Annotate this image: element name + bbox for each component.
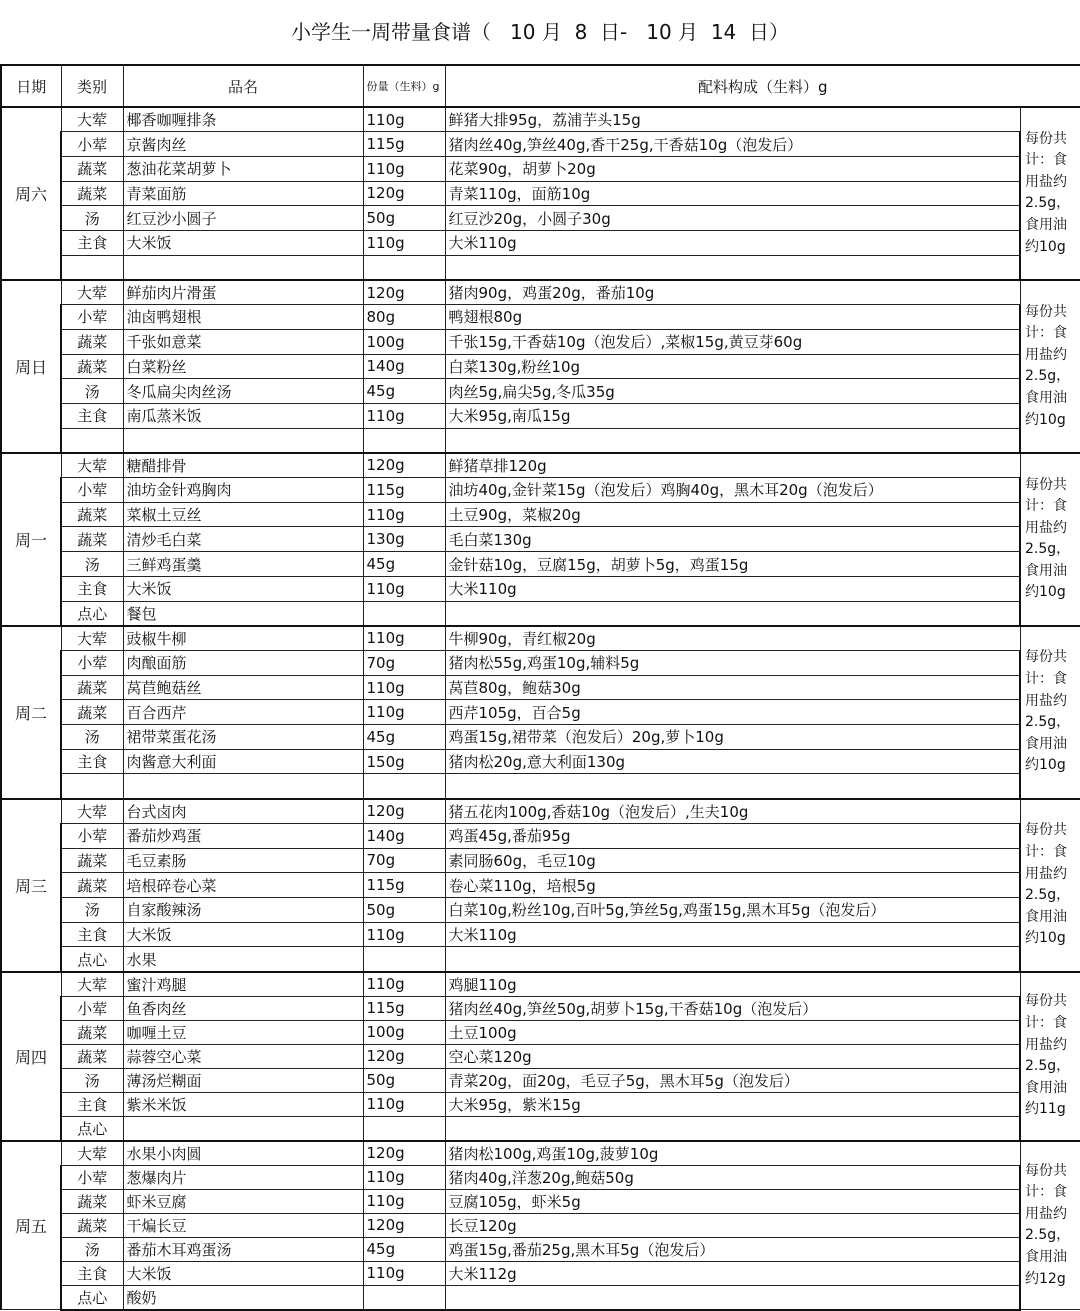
table-row	[1, 1116, 1080, 1141]
portion-cell: 110g	[363, 107, 445, 132]
table-row	[1, 972, 1080, 997]
table-row	[1, 898, 1080, 923]
category-cell: 汤	[61, 206, 123, 231]
category-cell: 蔬菜	[61, 675, 123, 700]
portion-cell: 100g	[363, 329, 445, 354]
ingredients-cell: 鲜猪大排95g，荔浦芋头15g	[445, 107, 1020, 132]
portion-cell: 70g	[363, 848, 445, 873]
category-cell: 蔬菜	[61, 873, 123, 898]
dish-cell: 椰香咖喱排条	[123, 107, 363, 132]
category-cell: 大荤	[61, 280, 123, 305]
dish-cell: 百合西芹	[123, 700, 363, 725]
dish-cell: 干煸长豆	[123, 1213, 363, 1237]
table-row	[1, 552, 1080, 577]
portion-cell: 120g	[363, 799, 445, 824]
day-label: 周六	[1, 107, 61, 280]
category-cell: 小荤	[61, 305, 123, 330]
portion-cell: 110g	[363, 1092, 445, 1116]
dish-cell: 冬瓜扁尖肉丝汤	[123, 379, 363, 404]
ingredients-cell	[445, 1116, 1020, 1141]
category-cell: 主食	[61, 749, 123, 774]
nutrition-note: 每份共计：食用盐约2.5g，食用油约12g	[1020, 1141, 1080, 1310]
category-cell: 大荤	[61, 972, 123, 997]
ingredients-cell: 猪肉丝40g,笋丝50g,胡萝卜15g,干香菇10g（泡发后）	[445, 996, 1020, 1020]
table-row	[1, 700, 1080, 725]
ingredients-cell: 猪肉松20g,意大利面130g	[445, 749, 1020, 774]
table-row	[1, 502, 1080, 527]
portion-cell: 110g	[363, 1165, 445, 1189]
category-cell: 小荤	[61, 823, 123, 848]
category-cell: 蔬菜	[61, 1213, 123, 1237]
dish-cell: 肉酱意大利面	[123, 749, 363, 774]
dish-cell: 薄汤烂糊面	[123, 1068, 363, 1092]
category-cell: 汤	[61, 1237, 123, 1261]
dish-cell: 青菜面筋	[123, 181, 363, 206]
dish-cell: 鲜茄肉片滑蛋	[123, 280, 363, 305]
category-cell	[61, 255, 123, 280]
ingredients-cell: 卷心菜110g，培根5g	[445, 873, 1020, 898]
table-row	[1, 453, 1080, 478]
dish-cell: 自家酸辣汤	[123, 898, 363, 923]
ingredients-cell: 鸡蛋15g,裙带菜（泡发后）20g,萝卜10g	[445, 725, 1020, 750]
portion-cell: 140g	[363, 823, 445, 848]
portion-cell: 115g	[363, 132, 445, 157]
category-cell: 蔬菜	[61, 1020, 123, 1044]
dish-cell: 千张如意菜	[123, 329, 363, 354]
portion-cell: 115g	[363, 873, 445, 898]
nutrition-note: 每份共计：食用盐约2.5g，食用油约10g	[1020, 453, 1080, 626]
ingredients-cell: 油坊40g,金针菜15g（泡发后）鸡胸40g，黑木耳20g（泡发后）	[445, 478, 1020, 503]
menu-body	[1, 107, 1080, 1310]
portion-cell: 120g	[363, 280, 445, 305]
ingredients-cell: 西芹105g，百合5g	[445, 700, 1020, 725]
dish-cell: 葱爆肉片	[123, 1165, 363, 1189]
ingredients-cell: 长豆120g	[445, 1213, 1020, 1237]
portion-cell: 110g	[363, 502, 445, 527]
category-cell: 点心	[61, 1116, 123, 1141]
dish-cell: 培根碎卷心菜	[123, 873, 363, 898]
ingredients-cell: 白菜130g,粉丝10g	[445, 354, 1020, 379]
portion-cell: 45g	[363, 1237, 445, 1261]
portion-cell	[363, 947, 445, 972]
ingredients-cell: 金针菇10g，豆腐15g，胡萝卜5g，鸡蛋15g	[445, 552, 1020, 577]
ingredients-cell: 大米112g	[445, 1261, 1020, 1285]
ingredients-cell: 莴苣80g，鲍菇30g	[445, 675, 1020, 700]
table-row	[1, 626, 1080, 651]
dish-cell: 紫米米饭	[123, 1092, 363, 1116]
table-row	[1, 379, 1080, 404]
table-row	[1, 527, 1080, 552]
dish-cell: 毛豆素肠	[123, 848, 363, 873]
dish-cell: 油卤鸭翅根	[123, 305, 363, 330]
portion-cell: 70g	[363, 650, 445, 675]
portion-cell: 100g	[363, 1020, 445, 1044]
table-row	[1, 725, 1080, 750]
nutrition-note: 每份共计：食用盐约2.5g，食用油约10g	[1020, 280, 1080, 453]
category-cell: 点心	[61, 947, 123, 972]
table-row	[1, 848, 1080, 873]
dish-cell: 虾米豆腐	[123, 1189, 363, 1213]
table-row	[1, 354, 1080, 379]
portion-cell: 110g	[363, 576, 445, 601]
category-cell: 蔬菜	[61, 354, 123, 379]
portion-cell: 110g	[363, 675, 445, 700]
dish-cell: 台式卤肉	[123, 799, 363, 824]
portion-cell: 120g	[363, 1044, 445, 1068]
portion-cell: 110g	[363, 922, 445, 947]
ingredients-cell: 鲜猪草排120g	[445, 453, 1020, 478]
portion-cell: 120g	[363, 453, 445, 478]
portion-cell	[363, 255, 445, 280]
table-row	[1, 1237, 1080, 1261]
table-row	[1, 1068, 1080, 1092]
ingredients-cell	[445, 774, 1020, 799]
ingredients-cell: 土豆90g，菜椒20g	[445, 502, 1020, 527]
category-cell: 蔬菜	[61, 527, 123, 552]
ingredients-cell: 鸡蛋15g,番茄25g,黑木耳5g（泡发后）	[445, 1237, 1020, 1261]
table-row	[1, 823, 1080, 848]
portion-cell: 110g	[363, 972, 445, 997]
header-category: 类别	[61, 65, 123, 107]
nutrition-note: 每份共计：食用盐约2.5g，食用油约11g	[1020, 972, 1080, 1141]
ingredients-cell: 鸡蛋45g,番茄95g	[445, 823, 1020, 848]
portion-cell: 110g	[363, 626, 445, 651]
table-row	[1, 947, 1080, 972]
table-row	[1, 1165, 1080, 1189]
table-row	[1, 873, 1080, 898]
portion-cell: 150g	[363, 749, 445, 774]
dish-cell	[123, 1116, 363, 1141]
day-label: 周日	[1, 280, 61, 453]
category-cell: 主食	[61, 922, 123, 947]
dish-cell: 大米饭	[123, 576, 363, 601]
table-row	[1, 181, 1080, 206]
dish-cell: 鱼香肉丝	[123, 996, 363, 1020]
ingredients-cell: 大米95g,南瓜15g	[445, 403, 1020, 428]
ingredients-cell: 豆腐105g，虾米5g	[445, 1189, 1020, 1213]
ingredients-cell: 青菜20g，面20g，毛豆子5g，黑木耳5g（泡发后）	[445, 1068, 1020, 1092]
ingredients-cell: 牛柳90g，青红椒20g	[445, 626, 1020, 651]
portion-cell	[363, 428, 445, 453]
dish-cell: 清炒毛白菜	[123, 527, 363, 552]
category-cell: 大荤	[61, 453, 123, 478]
ingredients-cell: 千张15g,干香菇10g（泡发后）,菜椒15g,黄豆芽60g	[445, 329, 1020, 354]
category-cell: 小荤	[61, 1165, 123, 1189]
dish-cell: 肉酿面筋	[123, 650, 363, 675]
dish-cell: 葱油花菜胡萝卜	[123, 156, 363, 181]
portion-cell: 50g	[363, 898, 445, 923]
category-cell: 汤	[61, 552, 123, 577]
category-cell: 蔬菜	[61, 181, 123, 206]
day-label: 周四	[1, 972, 61, 1141]
nutrition-note: 每份共计：食用盐约2.5g，食用油约10g	[1020, 626, 1080, 799]
category-cell: 主食	[61, 1261, 123, 1285]
day-label: 周五	[1, 1141, 61, 1310]
dish-cell: 油坊金针鸡胸肉	[123, 478, 363, 503]
header-date: 日期	[1, 65, 61, 107]
page-title: 小学生一周带量食谱（ 10 月 8 日- 10 月 14 日）	[290, 20, 789, 44]
dish-cell	[123, 774, 363, 799]
table-row	[1, 576, 1080, 601]
ingredients-cell: 猪肉90g，鸡蛋20g，番茄10g	[445, 280, 1020, 305]
portion-cell: 110g	[363, 231, 445, 256]
dish-cell: 咖喱土豆	[123, 1020, 363, 1044]
table-row	[1, 1141, 1080, 1166]
header-portion: 份量（生料）g	[363, 65, 445, 107]
table-row	[1, 1092, 1080, 1116]
category-cell: 蔬菜	[61, 156, 123, 181]
dish-cell: 蜜汁鸡腿	[123, 972, 363, 997]
ingredients-cell	[445, 255, 1020, 280]
category-cell: 蔬菜	[61, 1044, 123, 1068]
category-cell: 小荤	[61, 478, 123, 503]
category-cell: 汤	[61, 379, 123, 404]
dish-cell: 糖醋排骨	[123, 453, 363, 478]
portion-cell	[363, 601, 445, 626]
portion-cell: 120g	[363, 1141, 445, 1166]
portion-cell: 110g	[363, 156, 445, 181]
category-cell: 蔬菜	[61, 700, 123, 725]
category-cell	[61, 428, 123, 453]
ingredients-cell: 猪肉松100g,鸡蛋10g,菠萝10g	[445, 1141, 1020, 1166]
dish-cell: 莴苣鲍菇丝	[123, 675, 363, 700]
ingredients-cell: 红豆沙20g，小圆子30g	[445, 206, 1020, 231]
dish-cell: 三鲜鸡蛋羹	[123, 552, 363, 577]
portion-cell: 110g	[363, 1261, 445, 1285]
category-cell: 主食	[61, 1092, 123, 1116]
ingredients-cell: 猪五花肉100g,香菇10g（泡发后）,生夫10g	[445, 799, 1020, 824]
portion-cell: 80g	[363, 305, 445, 330]
dish-cell: 水果	[123, 947, 363, 972]
table-row	[1, 1213, 1080, 1237]
table-row	[1, 996, 1080, 1020]
menu-table	[0, 64, 1080, 1311]
category-cell: 蔬菜	[61, 848, 123, 873]
day-label: 周二	[1, 626, 61, 799]
category-cell: 主食	[61, 231, 123, 256]
portion-cell: 110g	[363, 1189, 445, 1213]
table-row	[1, 799, 1080, 824]
category-cell: 大荤	[61, 799, 123, 824]
category-cell: 点心	[61, 601, 123, 626]
table-row	[1, 1261, 1080, 1285]
table-row	[1, 675, 1080, 700]
table-row	[1, 601, 1080, 626]
portion-cell	[363, 1285, 445, 1310]
dish-cell: 大米饭	[123, 922, 363, 947]
dish-cell: 白菜粉丝	[123, 354, 363, 379]
category-cell: 主食	[61, 403, 123, 428]
ingredients-cell: 鸡腿110g	[445, 972, 1020, 997]
ingredients-cell: 猪肉40g,洋葱20g,鲍菇50g	[445, 1165, 1020, 1189]
table-row	[1, 132, 1080, 157]
dish-cell: 京酱肉丝	[123, 132, 363, 157]
table-row	[1, 329, 1080, 354]
ingredients-cell: 猪肉丝40g,笋丝40g,香干25g,干香菇10g（泡发后）	[445, 132, 1020, 157]
table-row	[1, 774, 1080, 799]
ingredients-cell: 鸭翅根80g	[445, 305, 1020, 330]
portion-cell: 45g	[363, 552, 445, 577]
category-cell: 蔬菜	[61, 502, 123, 527]
header-ingredients: 配料构成（生料）g	[445, 65, 1080, 107]
category-cell: 大荤	[61, 626, 123, 651]
dish-cell: 红豆沙小圆子	[123, 206, 363, 231]
ingredients-cell	[445, 1285, 1020, 1310]
category-cell: 大荤	[61, 1141, 123, 1166]
ingredients-cell	[445, 428, 1020, 453]
dish-cell: 裙带菜蛋花汤	[123, 725, 363, 750]
table-row	[1, 749, 1080, 774]
category-cell: 小荤	[61, 132, 123, 157]
portion-cell: 115g	[363, 478, 445, 503]
portion-cell: 45g	[363, 725, 445, 750]
category-cell: 点心	[61, 1285, 123, 1310]
category-cell: 汤	[61, 1068, 123, 1092]
portion-cell: 50g	[363, 206, 445, 231]
table-row	[1, 107, 1080, 132]
portion-cell: 120g	[363, 181, 445, 206]
ingredients-cell: 土豆100g	[445, 1020, 1020, 1044]
table-row	[1, 231, 1080, 256]
dish-cell: 南瓜蒸米饭	[123, 403, 363, 428]
dish-cell: 水果小肉圆	[123, 1141, 363, 1166]
dish-cell: 蒜蓉空心菜	[123, 1044, 363, 1068]
table-row	[1, 478, 1080, 503]
ingredients-cell: 大米110g	[445, 576, 1020, 601]
category-cell: 大荤	[61, 107, 123, 132]
table-row	[1, 206, 1080, 231]
day-label: 周三	[1, 799, 61, 972]
ingredients-cell: 大米110g	[445, 231, 1020, 256]
nutrition-note: 每份共计：食用盐约2.5g，食用油约10g	[1020, 799, 1080, 972]
ingredients-cell: 素同肠60g，毛豆10g	[445, 848, 1020, 873]
table-row	[1, 650, 1080, 675]
dish-cell: 大米饭	[123, 1261, 363, 1285]
category-cell: 蔬菜	[61, 329, 123, 354]
dish-cell: 豉椒牛柳	[123, 626, 363, 651]
table-row	[1, 922, 1080, 947]
category-cell: 小荤	[61, 996, 123, 1020]
portion-cell: 120g	[363, 1213, 445, 1237]
category-cell: 蔬菜	[61, 1189, 123, 1213]
dish-cell	[123, 255, 363, 280]
portion-cell: 110g	[363, 403, 445, 428]
dish-cell: 番茄木耳鸡蛋汤	[123, 1237, 363, 1261]
ingredients-cell: 大米110g	[445, 922, 1020, 947]
table-row	[1, 1189, 1080, 1213]
ingredients-cell: 花菜90g，胡萝卜20g	[445, 156, 1020, 181]
portion-cell: 50g	[363, 1068, 445, 1092]
table-row	[1, 1020, 1080, 1044]
ingredients-cell: 青菜110g，面筋10g	[445, 181, 1020, 206]
table-row	[1, 280, 1080, 305]
table-row	[1, 305, 1080, 330]
portion-cell: 45g	[363, 379, 445, 404]
ingredients-cell: 猪肉松55g,鸡蛋10g,辅料5g	[445, 650, 1020, 675]
category-cell: 小荤	[61, 650, 123, 675]
table-row	[1, 428, 1080, 453]
portion-cell: 115g	[363, 996, 445, 1020]
ingredients-cell: 毛白菜130g	[445, 527, 1020, 552]
ingredients-cell	[445, 601, 1020, 626]
dish-cell: 餐包	[123, 601, 363, 626]
portion-cell: 140g	[363, 354, 445, 379]
category-cell: 汤	[61, 725, 123, 750]
day-label: 周一	[1, 453, 61, 626]
portion-cell: 130g	[363, 527, 445, 552]
nutrition-note: 每份共计：食用盐约2.5g，食用油约10g	[1020, 107, 1080, 280]
ingredients-cell: 大米95g，紫米15g	[445, 1092, 1020, 1116]
category-cell: 主食	[61, 576, 123, 601]
header-dish: 品名	[123, 65, 363, 107]
dish-cell: 酸奶	[123, 1285, 363, 1310]
portion-cell	[363, 1116, 445, 1141]
header-row	[1, 65, 1080, 107]
category-cell	[61, 774, 123, 799]
category-cell: 汤	[61, 898, 123, 923]
portion-cell: 110g	[363, 700, 445, 725]
table-row	[1, 156, 1080, 181]
ingredients-cell: 白菜10g,粉丝10g,百叶5g,笋丝5g,鸡蛋15g,黑木耳5g（泡发后）	[445, 898, 1020, 923]
dish-cell: 菜椒土豆丝	[123, 502, 363, 527]
dish-cell: 大米饭	[123, 231, 363, 256]
ingredients-cell	[445, 947, 1020, 972]
dish-cell: 番茄炒鸡蛋	[123, 823, 363, 848]
table-row	[1, 255, 1080, 280]
ingredients-cell: 肉丝5g,扁尖5g,冬瓜35g	[445, 379, 1020, 404]
table-row	[1, 403, 1080, 428]
table-row	[1, 1044, 1080, 1068]
ingredients-cell: 空心菜120g	[445, 1044, 1020, 1068]
portion-cell	[363, 774, 445, 799]
dish-cell	[123, 428, 363, 453]
table-row	[1, 1285, 1080, 1310]
